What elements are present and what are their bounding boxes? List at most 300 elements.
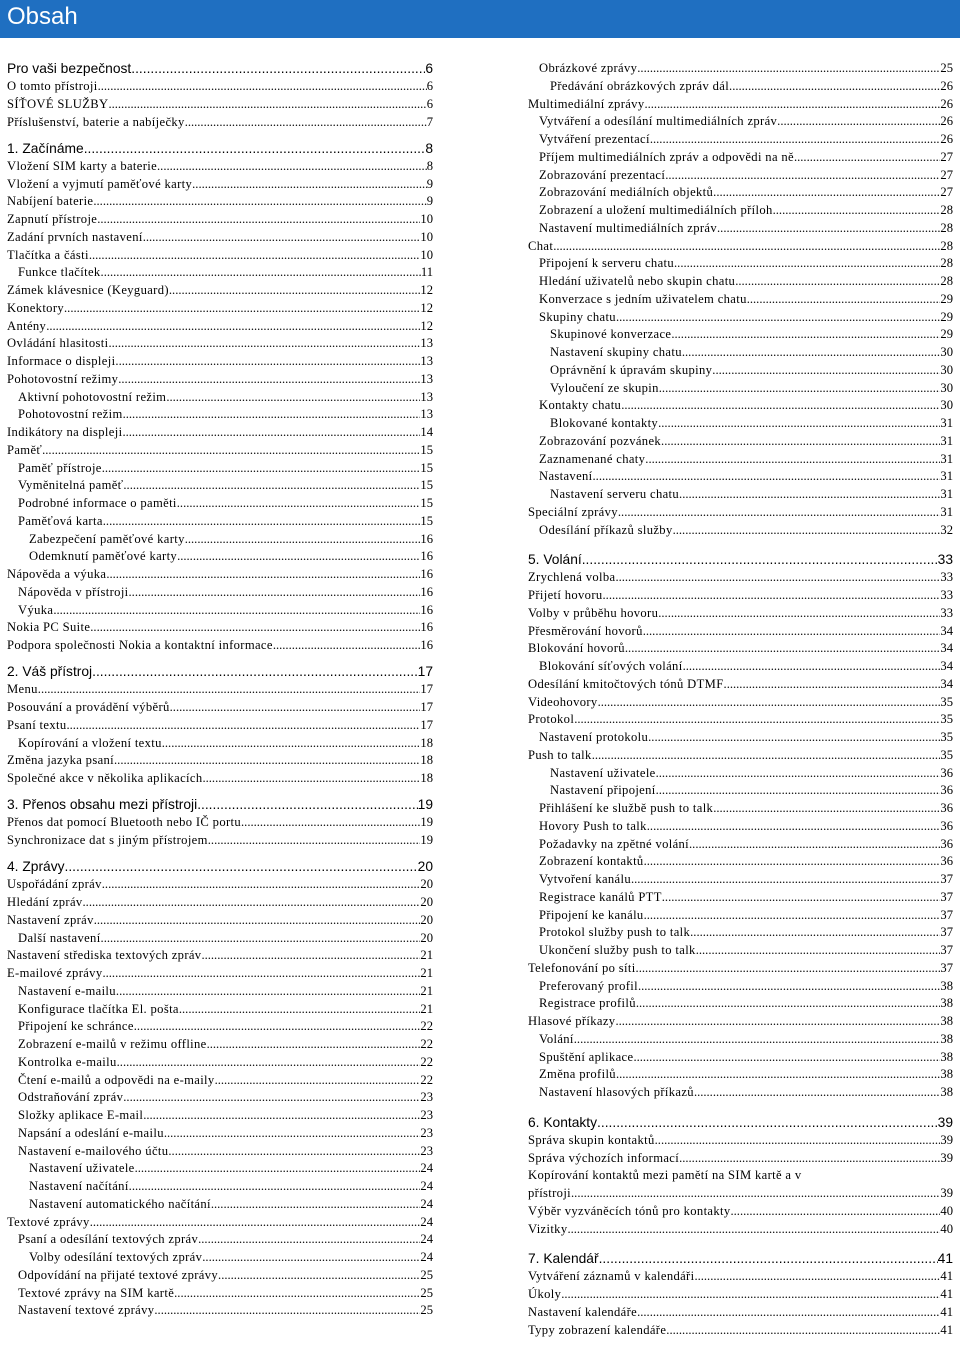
toc-entry-label: Kontakty chatu xyxy=(539,398,622,413)
toc-leader-dots xyxy=(696,942,941,960)
toc-entry[interactable] xyxy=(7,176,433,194)
toc-entry-label: Vytváření prezentací xyxy=(539,132,650,146)
toc-leader-dots xyxy=(729,78,940,96)
toc-entry-label: Konektory xyxy=(7,300,65,315)
toc-page-number: 40 xyxy=(940,1203,953,1218)
toc-page-number: 36 xyxy=(940,836,953,851)
toc-entry-label: 6. Kontakty xyxy=(528,1114,598,1130)
toc-entry[interactable] xyxy=(7,770,433,788)
toc-page-number: 41 xyxy=(940,1304,953,1319)
toc-page-number: 38 xyxy=(940,1014,953,1028)
toc-entry-label: Vytváření a odesílání multimediálních zpráv xyxy=(539,114,778,129)
toc-entry[interactable] xyxy=(7,1143,433,1161)
toc-entry-label: Ukončení služby push to talk xyxy=(539,943,696,957)
toc-entry[interactable] xyxy=(7,717,433,735)
toc-leader-dots xyxy=(90,619,420,637)
toc-entry[interactable] xyxy=(528,907,953,925)
toc-leader-dots xyxy=(598,694,941,712)
toc-page-number: 14 xyxy=(420,425,433,439)
toc-entry[interactable] xyxy=(528,309,953,327)
toc-entry-label: Tlačítka a části xyxy=(7,247,89,262)
toc-page-number: 39 xyxy=(940,1132,953,1147)
toc-entry[interactable] xyxy=(7,1249,433,1267)
toc-page-number: 20 xyxy=(420,912,433,927)
toc-entry[interactable] xyxy=(528,1013,953,1031)
toc-entry-label: Zámek klávesnice (Keyguard) xyxy=(7,283,169,297)
toc-entry[interactable] xyxy=(528,113,953,131)
toc-entry[interactable] xyxy=(528,167,953,185)
toc-leader-dots xyxy=(185,114,427,132)
toc-entry[interactable] xyxy=(7,894,433,912)
toc-entry[interactable] xyxy=(528,960,953,978)
toc-page-number: 30 xyxy=(940,398,953,413)
toc-entry[interactable] xyxy=(528,220,953,238)
toc-entry[interactable] xyxy=(528,658,953,676)
toc-entry[interactable] xyxy=(528,1322,953,1340)
toc-entry-label: Informace o displeji xyxy=(7,354,116,368)
toc-entry-label: Obrázkové zprávy xyxy=(539,61,638,75)
toc-leader-dots xyxy=(177,495,421,513)
toc-entry-label: Nastavení protokolu xyxy=(539,730,649,744)
toc-entry[interactable] xyxy=(7,681,433,699)
toc-page-number: 36 xyxy=(940,854,953,869)
toc-leader-dots xyxy=(644,907,941,925)
toc-entry[interactable] xyxy=(528,1203,953,1221)
toc-entry-label: Vytváření záznamů v kalendáři xyxy=(528,1269,695,1284)
toc-leader-dots xyxy=(656,782,941,800)
toc-entry[interactable] xyxy=(7,1178,433,1196)
toc-entry[interactable] xyxy=(7,1089,433,1107)
toc-entry[interactable] xyxy=(528,362,953,380)
toc-entry-label: Textové zprávy na SIM kartě xyxy=(18,1285,175,1300)
toc-entry[interactable] xyxy=(7,1054,433,1072)
toc-entry[interactable] xyxy=(528,1268,953,1286)
toc-leader-dots xyxy=(659,380,941,398)
toc-entry[interactable] xyxy=(528,1167,953,1203)
toc-entry[interactable] xyxy=(7,1214,433,1232)
toc-entry[interactable] xyxy=(528,640,953,658)
toc-entry[interactable] xyxy=(7,584,433,602)
toc-entry[interactable] xyxy=(528,326,953,344)
toc-leader-dots xyxy=(118,371,420,389)
toc-leader-dots xyxy=(636,995,941,1013)
toc-leader-dots xyxy=(574,711,940,729)
toc-entry[interactable] xyxy=(528,694,953,712)
toc-leader-dots xyxy=(637,60,940,78)
toc-leader-dots xyxy=(192,176,427,194)
toc-page-number: 13 xyxy=(420,389,433,404)
toc-entry[interactable] xyxy=(7,983,433,1001)
toc-entry[interactable] xyxy=(7,335,433,353)
toc-page-number: 21 xyxy=(420,948,433,963)
toc-entry-label: Spuštění aplikace xyxy=(539,1049,634,1064)
toc-chapter-entry[interactable] xyxy=(528,551,953,569)
toc-leader-dots xyxy=(93,193,426,211)
toc-entry-label: Nastavení automatického načítání xyxy=(29,1196,211,1211)
toc-page-number: 41 xyxy=(940,1287,953,1301)
toc-entry-label: Připojení ke kanálu xyxy=(539,907,644,922)
toc-entry-label: Volby v průběhu hovoru xyxy=(528,605,659,620)
toc-entry[interactable] xyxy=(7,442,433,460)
toc-page-number: 27 xyxy=(940,149,953,164)
toc-entry[interactable] xyxy=(528,1286,953,1304)
toc-page-number: 34 xyxy=(940,623,953,638)
toc-leader-dots xyxy=(123,1089,420,1107)
toc-entry[interactable] xyxy=(7,353,433,371)
toc-page-number: 22 xyxy=(420,1072,433,1087)
toc-leader-dots xyxy=(169,282,421,300)
toc-entry[interactable] xyxy=(7,495,433,513)
toc-chapter-entry[interactable] xyxy=(7,663,433,681)
toc-entry-label: Nastavení e-mailového účtu xyxy=(18,1143,169,1158)
toc-entry[interactable] xyxy=(528,924,953,942)
toc-entry[interactable] xyxy=(528,1084,953,1102)
toc-page-number: 29 xyxy=(940,291,953,306)
toc-entry[interactable] xyxy=(7,193,433,211)
toc-entry[interactable] xyxy=(528,1049,953,1067)
toc-leader-dots xyxy=(46,318,420,336)
toc-entry-label: Protokol služby push to talk xyxy=(539,925,691,940)
toc-entry[interactable] xyxy=(528,623,953,641)
toc-entry-label: E-mailové zprávy xyxy=(7,966,103,980)
toc-entry-label: Zadání prvních nastavení xyxy=(7,229,143,244)
toc-entry[interactable] xyxy=(7,531,433,549)
toc-entry-label: Nastavení kalendáře xyxy=(528,1304,638,1319)
toc-entry[interactable] xyxy=(528,995,953,1013)
toc-page-number: 24 xyxy=(420,1179,433,1193)
toc-page-number: 31 xyxy=(940,416,953,430)
toc-leader-dots xyxy=(592,747,941,765)
toc-entry[interactable] xyxy=(7,78,433,96)
toc-page-number: 41 xyxy=(940,1322,953,1337)
toc-entry[interactable] xyxy=(528,291,953,309)
toc-entry[interactable] xyxy=(7,282,433,300)
toc-page-number: 25 xyxy=(940,61,953,75)
toc-page-number: 28 xyxy=(940,256,953,271)
toc-entry[interactable] xyxy=(7,318,433,336)
toc-entry-label: Blokování síťových volání xyxy=(539,659,683,673)
toc-entry-label: Kontrolka e-mailu xyxy=(18,1054,117,1069)
toc-page-number: 9 xyxy=(426,176,433,191)
toc-leader-dots xyxy=(636,960,941,978)
toc-page-number: 12 xyxy=(420,318,433,333)
toc-page-number: 7 xyxy=(426,114,433,129)
toc-entry[interactable] xyxy=(7,1107,433,1125)
toc-page-number: 16 xyxy=(420,584,433,599)
toc-entry[interactable] xyxy=(7,371,433,389)
toc-entry-label: Nastavení skupiny chatu xyxy=(550,345,682,359)
toc-entry-label: Další nastavení xyxy=(18,930,101,945)
toc-entry[interactable] xyxy=(7,548,433,566)
toc-entry-label: Výběr vyzváněcích tónů pro kontakty xyxy=(528,1203,731,1218)
toc-leader-dots xyxy=(101,264,421,282)
toc-entry[interactable] xyxy=(528,818,953,836)
toc-entry[interactable] xyxy=(528,587,953,605)
toc-page-number: 38 xyxy=(940,1049,953,1064)
toc-chapter-entry[interactable] xyxy=(7,858,433,876)
toc-entry[interactable] xyxy=(7,876,433,894)
toc-page-number: 13 xyxy=(420,371,433,386)
toc-page-number: 31 xyxy=(940,469,953,484)
toc-entry-label: Hledání zpráv xyxy=(7,895,83,909)
toc-entry[interactable] xyxy=(528,60,953,78)
toc-page-number: 34 xyxy=(940,676,953,691)
toc-leader-dots xyxy=(794,149,940,167)
toc-entry[interactable] xyxy=(528,184,953,202)
toc-leader-dots xyxy=(38,681,421,699)
toc-page-number: 16 xyxy=(420,567,433,581)
toc-entry[interactable] xyxy=(7,1231,433,1249)
toc-entry[interactable] xyxy=(7,229,433,247)
toc-leader-dots xyxy=(129,1178,421,1196)
toc-entry[interactable] xyxy=(528,504,953,522)
toc-entry[interactable] xyxy=(528,1221,953,1239)
toc-entry[interactable] xyxy=(7,814,433,832)
toc-chapter-entry[interactable] xyxy=(7,140,433,158)
toc-page-number: 26 xyxy=(940,132,953,146)
toc-entry[interactable] xyxy=(528,978,953,996)
toc-entry[interactable] xyxy=(7,1018,433,1036)
toc-entry[interactable] xyxy=(528,380,953,398)
toc-entry-label: Nabíjení baterie xyxy=(7,194,94,209)
toc-entry-label: Hovory Push to talk xyxy=(539,818,647,833)
toc-page-number: 15 xyxy=(420,478,433,493)
toc-leader-dots xyxy=(618,504,941,522)
toc-entry[interactable] xyxy=(528,78,953,96)
toc-page-number: 25 xyxy=(420,1267,433,1282)
toc-entry[interactable] xyxy=(7,735,433,753)
toc-entry[interactable] xyxy=(7,1160,433,1178)
toc-entry[interactable] xyxy=(528,871,953,889)
toc-chapter-entry[interactable] xyxy=(7,796,433,814)
toc-page-number: 39 xyxy=(940,1186,953,1200)
toc-page-number: 35 xyxy=(940,730,953,744)
toc-entry[interactable] xyxy=(528,1150,953,1168)
toc-entry-label: Push to talk xyxy=(528,747,592,762)
toc-entry[interactable] xyxy=(7,1302,433,1320)
toc-leader-dots xyxy=(102,965,420,983)
toc-entry-label: Synchronizace dat s jiným přístrojem xyxy=(7,833,208,847)
toc-entry-label: Nastavení připojení xyxy=(550,783,656,798)
toc-entry[interactable] xyxy=(528,889,953,907)
toc-entry-label: Příslušenství, baterie a nabíječky xyxy=(7,114,185,129)
toc-entry-label: Volby odesílání textových zpráv xyxy=(29,1250,203,1264)
toc-entry[interactable] xyxy=(528,149,953,167)
toc-entry[interactable] xyxy=(7,406,433,424)
toc-entry[interactable] xyxy=(528,676,953,694)
toc-chapter-entry[interactable] xyxy=(528,1250,953,1268)
toc-leader-dots xyxy=(747,291,941,309)
toc-leader-dots xyxy=(724,676,941,694)
toc-entry[interactable] xyxy=(528,1132,953,1150)
toc-leader-dots xyxy=(129,584,421,602)
toc-entry[interactable] xyxy=(7,158,433,176)
toc-page-number: 8 xyxy=(426,158,433,173)
toc-entry-label: Uspořádání zpráv xyxy=(7,877,102,892)
toc-entry[interactable] xyxy=(7,912,433,930)
toc-entry[interactable] xyxy=(7,637,433,655)
toc-entry[interactable] xyxy=(7,424,433,442)
toc-entry-label: Přijetí hovoru xyxy=(528,588,603,602)
toc-leader-dots xyxy=(582,551,938,569)
toc-page-number: 24 xyxy=(420,1196,433,1211)
toc-entry[interactable] xyxy=(7,96,433,114)
toc-entry[interactable] xyxy=(528,729,953,747)
toc-entry-label: Preferovaný profil xyxy=(539,978,638,993)
toc-entry[interactable] xyxy=(528,711,953,729)
toc-entry[interactable] xyxy=(7,389,433,407)
toc-entry[interactable] xyxy=(528,344,953,362)
toc-entry[interactable] xyxy=(7,832,433,850)
toc-entry[interactable] xyxy=(528,202,953,220)
toc-leader-dots xyxy=(679,486,940,504)
toc-page-number: 41 xyxy=(940,1269,953,1284)
toc-entry[interactable] xyxy=(7,1036,433,1054)
toc-chapter-entry[interactable] xyxy=(7,60,433,78)
toc-leader-dots xyxy=(177,548,420,566)
toc-page-number: 18 xyxy=(420,735,433,750)
toc-entry[interactable] xyxy=(7,1125,433,1143)
toc-entry[interactable] xyxy=(528,747,953,765)
toc-entry-label: Vložení a vyjmutí paměťové karty xyxy=(7,176,193,191)
toc-entry-label: Zrychlená volba xyxy=(528,570,616,585)
toc-entry-label: Registrace profilů xyxy=(539,996,636,1011)
toc-entry[interactable] xyxy=(528,836,953,854)
toc-entry-label: Paměťová karta xyxy=(18,513,103,528)
toc-leader-dots xyxy=(97,211,420,229)
toc-entry[interactable] xyxy=(7,1267,433,1285)
toc-entry-label: 7. Kalendář xyxy=(528,1251,599,1267)
toc-entry-label: Změna jazyka psaní xyxy=(7,753,115,768)
toc-leader-dots xyxy=(616,1066,940,1084)
toc-leader-dots xyxy=(713,800,940,818)
toc-page-number: 33 xyxy=(940,588,953,602)
toc-entry-label: Výuka xyxy=(18,602,54,617)
toc-page-number: 19 xyxy=(420,815,433,830)
toc-entry[interactable] xyxy=(7,1196,433,1214)
toc-entry-label: Nápověda a výuka xyxy=(7,567,107,581)
toc-page-number: 26 xyxy=(940,114,953,129)
toc-entry-label: Nastavení hlasových příkazů xyxy=(539,1085,694,1099)
toc-page-number: 37 xyxy=(940,960,953,975)
toc-entry[interactable] xyxy=(7,211,433,229)
toc-entry[interactable] xyxy=(528,255,953,273)
toc-leader-dots xyxy=(690,924,940,942)
toc-entry-label: Zabezpečení paměťové karty xyxy=(29,531,185,546)
toc-entry[interactable] xyxy=(528,1031,953,1049)
toc-entry[interactable] xyxy=(7,264,433,282)
toc-entry[interactable] xyxy=(528,273,953,291)
toc-page-number: 35 xyxy=(940,712,953,727)
toc-entry[interactable] xyxy=(7,114,433,132)
toc-entry-label: Protokol xyxy=(528,712,575,727)
toc-entry[interactable] xyxy=(7,947,433,965)
toc-page-number: 31 xyxy=(940,487,953,501)
toc-page-number: 38 xyxy=(940,1085,953,1099)
toc-entry[interactable] xyxy=(7,752,433,770)
toc-page-number: 17 xyxy=(420,700,433,714)
toc-entry[interactable] xyxy=(7,602,433,620)
toc-page-number: 39 xyxy=(937,1114,953,1130)
toc-entry[interactable] xyxy=(528,415,953,433)
toc-entry[interactable] xyxy=(528,486,953,504)
toc-entry[interactable] xyxy=(7,300,433,318)
toc-entry-label: Paměť přístroje xyxy=(18,460,102,475)
toc-entry-label: Nastavení serveru chatu xyxy=(550,487,680,501)
toc-entry[interactable] xyxy=(528,397,953,415)
toc-entry-label: Aktivní pohotovostní režim xyxy=(18,389,167,404)
toc-entry[interactable] xyxy=(7,930,433,948)
toc-entry[interactable] xyxy=(7,699,433,717)
toc-leader-dots xyxy=(208,832,421,850)
toc-entry[interactable] xyxy=(528,131,953,149)
toc-leader-dots xyxy=(735,273,940,291)
toc-entry-label: Odesílání kmitočtových tónů DTMF xyxy=(528,676,724,691)
toc-page-number: 38 xyxy=(940,1031,953,1046)
toc-entry[interactable] xyxy=(7,247,433,265)
toc-entry[interactable] xyxy=(7,460,433,478)
toc-entry-label: Psaní a odesílání textových zpráv xyxy=(18,1232,199,1247)
toc-entry-label: Odpovídání na přijaté textové zprávy xyxy=(18,1267,219,1282)
toc-page-number: 26 xyxy=(940,96,953,111)
toc-leader-dots xyxy=(650,131,941,149)
toc-entry[interactable] xyxy=(528,1066,953,1084)
toc-entry[interactable] xyxy=(528,853,953,871)
toc-entry[interactable] xyxy=(528,433,953,451)
toc-entry[interactable] xyxy=(528,800,953,818)
toc-entry-label: Vytvoření kanálu xyxy=(539,872,631,886)
toc-entry[interactable] xyxy=(528,942,953,960)
toc-entry[interactable] xyxy=(528,765,953,783)
toc-entry-label: Indikátory na displeji xyxy=(7,425,123,439)
toc-entry-label: Nastavení xyxy=(539,469,593,484)
toc-page-number: 9 xyxy=(426,194,433,209)
toc-entry[interactable] xyxy=(7,513,433,531)
toc-entry[interactable] xyxy=(528,238,953,256)
toc-entry[interactable] xyxy=(528,782,953,800)
toc-entry[interactable] xyxy=(7,566,433,584)
toc-entry[interactable] xyxy=(528,605,953,623)
toc-entry[interactable] xyxy=(7,965,433,983)
toc-page-number: 36 xyxy=(940,765,953,780)
toc-entry-label: Vložení SIM karty a baterie xyxy=(7,158,158,173)
toc-entry[interactable] xyxy=(528,522,953,540)
toc-entry[interactable] xyxy=(528,96,953,114)
toc-leader-dots xyxy=(631,871,940,889)
section-gap xyxy=(528,1102,953,1114)
toc-page-number: 34 xyxy=(940,641,953,656)
toc-entry[interactable] xyxy=(7,1285,433,1303)
toc-entry[interactable] xyxy=(7,619,433,637)
toc-leader-dots xyxy=(644,853,941,871)
toc-entry[interactable] xyxy=(7,1001,433,1019)
toc-entry[interactable] xyxy=(528,569,953,587)
toc-entry[interactable] xyxy=(528,451,953,469)
toc-entry[interactable] xyxy=(7,1072,433,1090)
toc-entry[interactable] xyxy=(7,477,433,495)
toc-entry-label: Zobrazování mediálních objektů xyxy=(539,185,714,200)
toc-leader-dots xyxy=(198,1231,420,1249)
section-gap xyxy=(528,1238,953,1250)
toc-leader-dots xyxy=(89,247,421,265)
toc-leader-dots xyxy=(215,1072,421,1090)
toc-entry[interactable] xyxy=(528,1304,953,1322)
toc-chapter-entry[interactable] xyxy=(528,1114,953,1132)
toc-page-number: 20 xyxy=(420,877,433,892)
toc-leader-dots xyxy=(638,978,940,996)
toc-entry[interactable] xyxy=(528,468,953,486)
toc-page-number: 35 xyxy=(940,694,953,709)
